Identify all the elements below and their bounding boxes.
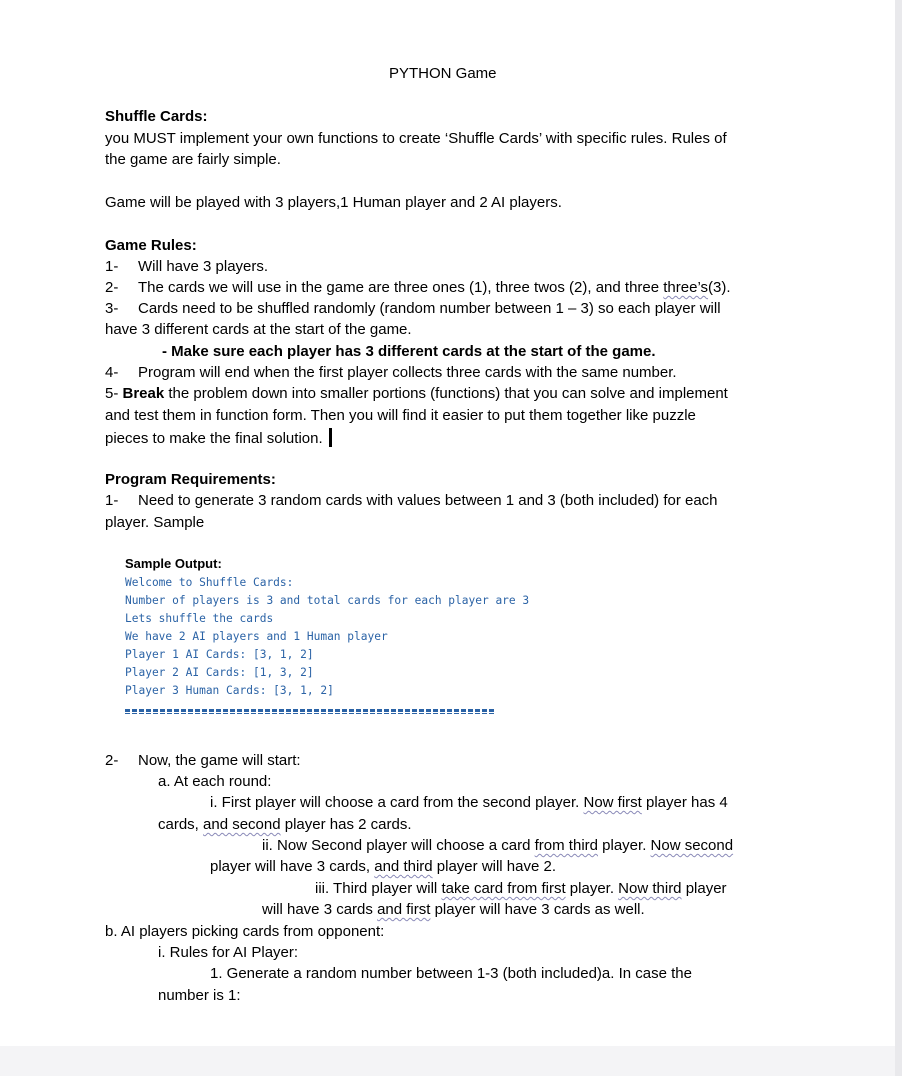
sample-output-line: Welcome to Shuffle Cards:	[125, 576, 294, 589]
rule-text: have 3 different cards at the start of the game.	[105, 321, 412, 338]
page-scroll-edge	[895, 0, 902, 1076]
rule-text	[105, 385, 728, 403]
rule-number: 4-	[105, 364, 119, 381]
spellcheck-underlined-phrase: and third	[374, 858, 433, 875]
shuffle-text-line: the game are fairly simple.	[105, 151, 281, 168]
requirements-heading: Program Requirements:	[105, 471, 276, 488]
rule-text-part: (3).	[708, 279, 731, 296]
step-text-part: player has 4	[641, 794, 728, 811]
requirement-number: 1-	[105, 492, 119, 509]
shuffle-text-line: you MUST implement your own functions to create ‘Shuffle Cards’ with specific rules. Rules of	[105, 130, 727, 147]
sample-output-line: Player 1 AI Cards: [3, 1, 2]	[125, 648, 314, 661]
step-text-part: player will have 3 cards as well.	[430, 901, 645, 918]
sample-output-line: Number of players is 3 and total cards for each player are 3	[125, 594, 530, 607]
rule-text: Will have 3 players.	[138, 258, 269, 275]
rule-number: 2-	[105, 279, 119, 296]
requirement-text: player. Sample	[105, 514, 205, 531]
shuffle-heading: Shuffle Cards:	[105, 108, 208, 125]
rules-heading: Game Rules:	[105, 237, 197, 254]
step-subitem: a. At each round:	[158, 773, 272, 790]
page-title: PYTHON Game	[389, 65, 497, 82]
step-subitem	[210, 794, 728, 812]
rule-text	[138, 279, 731, 297]
step-subitem	[210, 858, 556, 876]
sample-output-line: We have 2 AI players and 1 Human player	[125, 630, 388, 643]
rule-text: and test them in function form. Then you will find it easier to put them together like puzzle	[105, 407, 696, 424]
step-subitem	[262, 837, 733, 855]
step-text-part: player has 2 cards.	[280, 816, 412, 833]
step-subitem: i. Rules for AI Player:	[158, 944, 299, 961]
rule-text	[105, 428, 332, 448]
step-subitem: 1. Generate a random number between 1-3 (both included)a. In case the	[210, 965, 692, 982]
step-text: Now, the game will start:	[138, 752, 301, 769]
step-text-part: ii. Now Second player will choose a card	[262, 837, 535, 854]
rule-number: 3-	[105, 300, 119, 317]
rule-text: Cards need to be shuffled randomly (random number between 1 – 3) so each player will	[138, 300, 721, 317]
step-subitem	[315, 880, 727, 898]
step-text-part: cards,	[158, 816, 204, 833]
spellcheck-underlined-phrase: from third	[534, 837, 598, 854]
rule-text-part: the problem down into smaller portions (functions) that you can solve and implement	[164, 385, 728, 402]
rule-emphasis: - Make sure each player has 3 different cards at the start of the game.	[162, 343, 656, 360]
sample-output-line: Lets shuffle the cards	[125, 612, 274, 625]
step-text-part: will have 3 cards	[262, 901, 378, 918]
step-text-part: player will have 3 cards,	[210, 858, 375, 875]
spellcheck-underlined-phrase: Now second	[650, 837, 734, 854]
step-text-part: player will have 2.	[432, 858, 557, 875]
rule-text-part: 5-	[105, 385, 123, 402]
spellcheck-underlined-phrase: Now third	[618, 880, 682, 897]
step-text-part: player.	[565, 880, 619, 897]
step-text-part: player	[681, 880, 727, 897]
sample-output-heading: Sample Output:	[125, 556, 222, 571]
spellcheck-underlined-phrase: Now first	[583, 794, 642, 811]
spellcheck-underlined-word: three’s	[663, 279, 709, 296]
step-number: 2-	[105, 752, 119, 769]
sample-output-line: Player 2 AI Cards: [1, 3, 2]	[125, 666, 314, 679]
step-subitem: b. AI players picking cards from opponent:	[105, 923, 385, 940]
spellcheck-underlined-phrase: and first	[377, 901, 431, 918]
rule-text-part: The cards we will use in the game are three ones (1), three twos (2), and three	[138, 279, 664, 296]
sample-output-separator	[125, 709, 495, 712]
step-text-part: player.	[598, 837, 651, 854]
rule-text-part: pieces to make the final solution.	[105, 430, 323, 447]
step-text-part: iii. Third player will	[315, 880, 442, 897]
requirement-text: Need to generate 3 random cards with values between 1 and 3 (both included) for each	[138, 492, 718, 509]
spellcheck-underlined-phrase: take card from first	[441, 880, 566, 897]
players-text: Game will be played with 3 players,1 Human player and 2 AI players.	[105, 194, 562, 211]
step-text-part: i. First player will choose a card from the second player.	[210, 794, 584, 811]
spellcheck-underlined-phrase: and second	[203, 816, 281, 833]
text-cursor	[329, 428, 332, 447]
rule-bold-word: Break	[122, 385, 165, 402]
step-subitem	[262, 901, 645, 919]
step-subitem: number is 1:	[158, 987, 241, 1004]
sample-output-line: Player 3 Human Cards: [3, 1, 2]	[125, 684, 334, 697]
step-subitem	[158, 816, 412, 834]
rule-text: Program will end when the first player collects three cards with the same number.	[138, 364, 677, 381]
rule-number: 1-	[105, 258, 119, 275]
